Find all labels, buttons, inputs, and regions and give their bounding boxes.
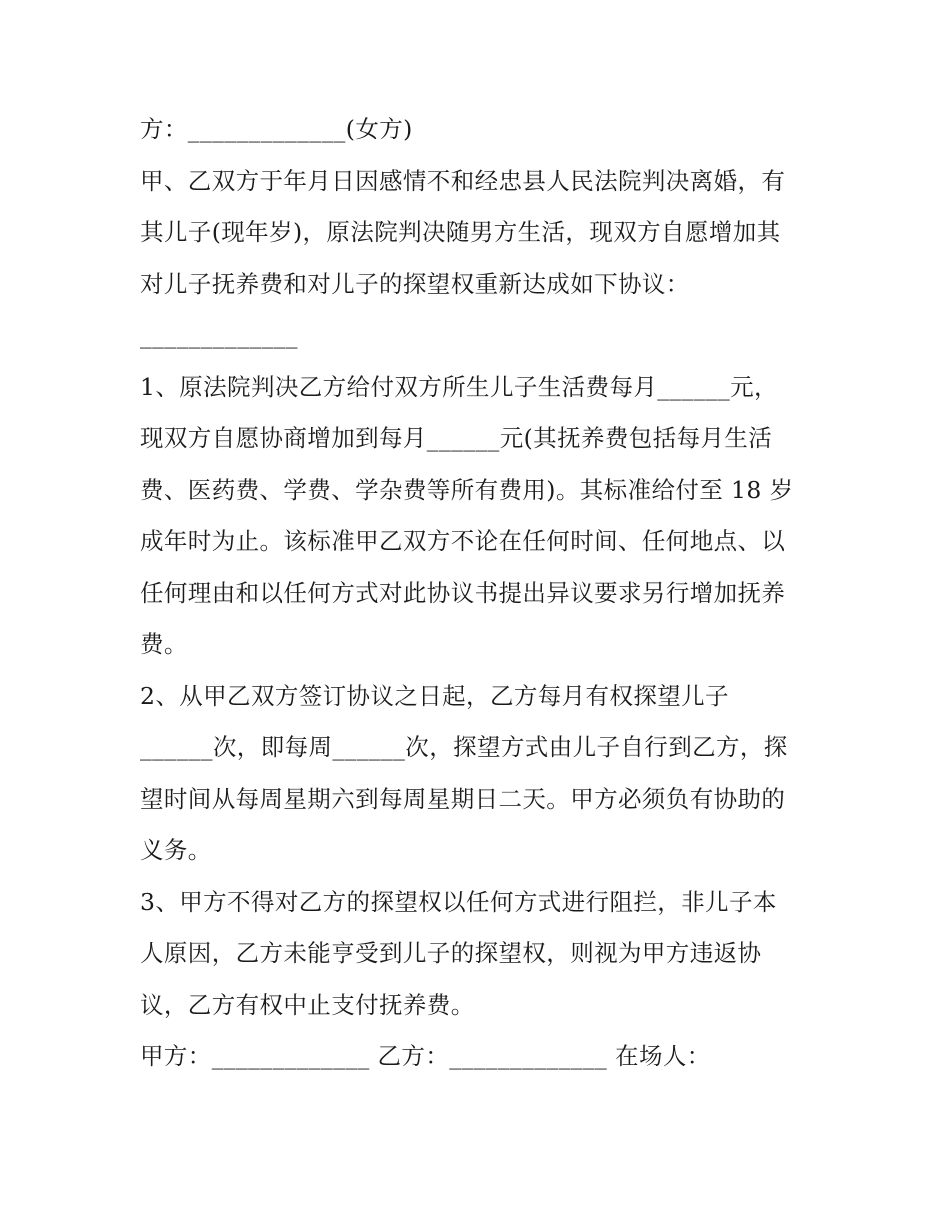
separator-line: _____________	[140, 321, 298, 349]
intro-line: 甲、乙双方于年月日因感情不和经忠县人民法院判决离婚，有	[140, 166, 786, 195]
clause-2-line: 义务。	[140, 836, 212, 864]
clause-3-line: 人原因，乙方未能亨受到儿子的探望权，则视为甲方违返协	[140, 939, 762, 967]
clause-1-line: 费、医药费、学费、学杂费等所有费用)。其标准给付至 18 岁	[140, 475, 794, 504]
clause-1-line: 成年时为止。该标准甲乙双方不论在任何时间、任何地点、以	[140, 527, 786, 555]
clause-1-line: 任何理由和以任何方式对此协议书提出异议要求另行增加抚养	[140, 578, 786, 607]
clause-3-line: 议，乙方有权中止支付抚养费。	[140, 990, 475, 1019]
clause-1	[140, 362, 830, 671]
document-body	[140, 104, 830, 1083]
clause-1-line: 1、原法院判决乙方给付双方所生儿子生活费每月______元，	[140, 372, 778, 401]
clause-2	[140, 671, 830, 877]
intro-line: 其儿子(现年岁)，原法院判决随男方生活，现双方自愿增加其	[140, 218, 781, 246]
clause-2-line: ______次，即每周______次，探望方式由儿子自行到乙方，探	[140, 733, 788, 761]
clause-3	[140, 877, 830, 1032]
intro-paragraph	[140, 156, 830, 311]
clause-1-line: 费。	[140, 630, 188, 658]
clause-1-line: 现双方自愿协商增加到每月______元(其抚养费包括每月生活	[140, 424, 773, 452]
clause-2-line: 2、从甲乙双方签订协议之日起，乙方每月有权探望儿子	[140, 681, 729, 710]
clause-3-line: 3、甲方不得对乙方的探望权以任何方式进行阻拦，非儿子本	[140, 887, 777, 916]
party-b-line: 方：_____________(女方)	[140, 115, 413, 143]
clause-2-line: 望时间从每周星期六到每周星期日二天。甲方必须负有协助的	[140, 784, 786, 813]
intro-line: 对儿子抚养费和对儿子的探望权重新达成如下协议：	[140, 269, 690, 298]
signature-line: 甲方：_____________ 乙方：_____________ 在场人：	[140, 1042, 711, 1070]
